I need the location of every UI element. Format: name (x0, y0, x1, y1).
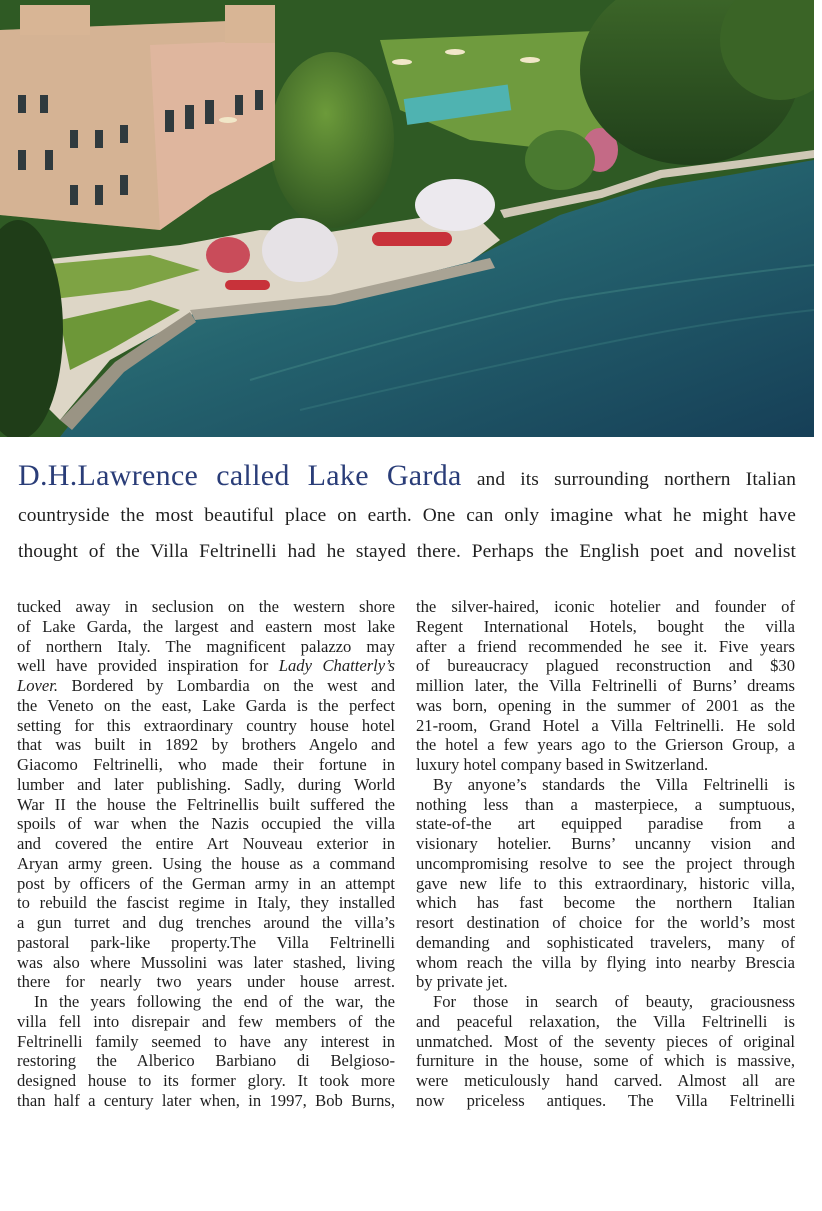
text-line: million later, the Villa Feltrinelli of Burns’ dreams (416, 676, 795, 695)
text-line: were meticulously hand carved. Almost all are (416, 1071, 795, 1090)
text-line: By anyone’s standards the Villa Feltrinelli is (433, 774, 795, 794)
text-line: was born, opening in the summer of 2001 as the (416, 695, 795, 715)
text-line: the hotel a few years ago to the Grierson Group, a (416, 735, 795, 755)
text-line: Regent International Hotels, bought the villa (416, 616, 795, 636)
text-line: of bureaucracy plagued reconstruction and $30 (416, 656, 795, 676)
text-line: the Veneto on the east, Lake Garda is the perfect (17, 695, 395, 715)
text-line: gave new life to this extraordinary, historic villa, (416, 873, 795, 893)
right-paragraph-2 (416, 775, 795, 992)
text-line: nothing less than a masterpiece, a sumptuous, (416, 794, 795, 814)
intro-line-3: thought of the Villa Feltrinelli had he stayed there. Perhaps the English poet and novelist (18, 541, 796, 562)
text-line: For those in search of beauty, graciousness (433, 992, 795, 1011)
text-line: In the years following the end of the war, the (34, 992, 395, 1011)
text-line: the silver-haired, iconic hotelier and founder of (416, 597, 795, 616)
villa-lake-photo (0, 0, 814, 437)
text-line: villa fell into disrepair and few members of the (17, 1011, 395, 1031)
text-line: after a friend recommended he see it. Five years (416, 636, 795, 656)
text-line: was also where Mussolini was later stashed, living (17, 952, 395, 972)
text-line-with-title (17, 676, 395, 696)
text-line: War II the house the Feltrinellis built suffered the (17, 794, 395, 814)
left-column (17, 597, 395, 1111)
text-line: that was built in 1892 by brothers Angelo and (17, 735, 395, 755)
text-line: designed house to its former glory. It took more (17, 1071, 395, 1090)
text-line: which has fast become the northern Italian (416, 893, 795, 913)
lead-heading: D.H.Lawrence called Lake Garda (18, 459, 462, 492)
text-line: of northern Italy. The magnificent palazzo may (17, 636, 395, 656)
text-line: a gun turret and dug trenches around the villa’s (17, 913, 395, 932)
article-intro (18, 458, 796, 570)
text-line: luxury hotel company based in Switzerland. (416, 755, 709, 774)
text-line: demanding and sophisticated travelers, many of (416, 932, 795, 952)
text-line: of Lake Garda, the largest and eastern most lake (17, 616, 395, 636)
text-line: and peaceful relaxation, the Villa Feltrinelli is (416, 1011, 795, 1031)
text-fragment: Bordered by Lombardia on the west and (58, 676, 395, 695)
intro-line-1 (18, 458, 796, 498)
left-paragraph-2 (17, 992, 395, 1111)
text-line: and covered the entire Art Nouveau exterior in (17, 834, 395, 853)
text-line: there for nearly two years under house arrest. (17, 972, 395, 992)
text-line: tucked away in seclusion on the western shore (17, 597, 395, 616)
text-line: Aryan army green. Using the house as a command (17, 853, 395, 873)
text-fragment: well have provided inspiration for (17, 656, 279, 676)
text-line: by private jet. (416, 972, 508, 992)
text-line: furniture in the house, some of which is massive, (416, 1051, 795, 1071)
text-line: post by officers of the German army in an attempt (17, 873, 395, 893)
book-title-part-1: Lady Chatterly’s (278, 656, 395, 676)
intro-line-1-text: and its surrounding northern Italian (476, 469, 796, 490)
left-paragraph-1 (17, 597, 395, 992)
text-line: 21-room, Grand Hotel a Villa Feltrinelli. He sold (416, 715, 795, 735)
intro-line-2: countryside the most beautiful place on earth. One can only imagine what he might have (18, 505, 796, 526)
text-line: uncompromising resolve to see the project through (416, 853, 795, 873)
text-line: Giacomo Feltrinelli, who made their fortune in (17, 755, 395, 774)
text-line: spoils of war when the Nazis occupied the villa (17, 814, 395, 834)
text-line: visionary hotelier. Burns’ uncanny vision and (416, 834, 795, 853)
text-line-with-title (17, 656, 395, 676)
text-line: Feltrinelli family seemed to have any interest in (17, 1031, 395, 1051)
book-title-part-2: Lover. (17, 676, 59, 695)
right-paragraph-3 (416, 992, 795, 1111)
text-line: now priceless antiques. The Villa Feltrinelli (416, 1090, 795, 1110)
text-line: lumber and later publishing. Sadly, during World (17, 774, 395, 794)
text-line: whom reach the villa by flying into nearby Brescia (416, 952, 795, 972)
text-line: than half a century later when, in 1997, Bob Burns, (17, 1090, 395, 1110)
villa-photo-illustration (0, 0, 814, 437)
right-column (416, 597, 795, 1111)
text-line: unmatched. Most of the seventy pieces of original (416, 1031, 795, 1051)
text-line: to rebuild the fascist regime in Italy, they installed (17, 893, 395, 913)
text-line: state-of-the art equipped paradise from a (416, 814, 795, 834)
right-paragraph-1 (416, 597, 795, 775)
text-line: restoring the Alberico Barbiano di Belgioso- (17, 1051, 395, 1071)
text-line: setting for this extraordinary country house hotel (17, 715, 395, 735)
text-line: pastoral park-like property.The Villa Feltrinelli (17, 932, 395, 952)
text-line: resort destination of choice for the world’s most (416, 913, 795, 932)
